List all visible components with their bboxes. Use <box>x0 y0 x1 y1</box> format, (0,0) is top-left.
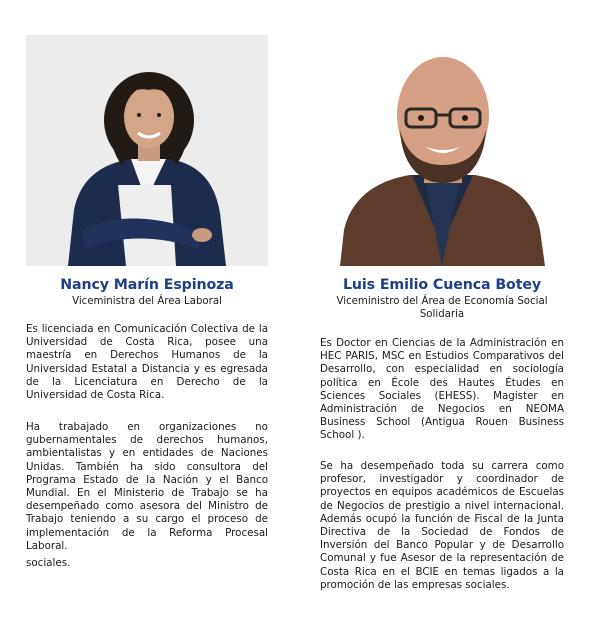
bio-paragraph-luis-1: Es Doctor en Ciencias de la Administración en HEC PARIS, MSC en Estudios Comparativos del Desarrollo, con especialidad en sociología política en École des Hautes Études en Sciences Sociales (EHESS). Magister en Administración de Negocios en NEOMA Business School (Antigua Rouen Business School ). <box>320 337 564 442</box>
bio-paragraph-nancy-1: Es licenciada en Comunicación Colectiva de la Universidad de Costa Rica, posee una maestría en Derechos Humanos de la Universidad Estatal a Distancia y es egresada de la Licenciatura en Derecho de la Universidad de Costa Rica. <box>26 323 268 402</box>
portrait-photo-man-icon <box>340 35 545 266</box>
profile-name-luis: Luis Emilio Cuenca Botey <box>342 277 542 293</box>
profile-photo-nancy <box>26 35 268 266</box>
portrait-photo-woman-icon <box>26 35 268 266</box>
profile-role-nancy: Viceministra del Área Laboral <box>72 296 222 307</box>
profile-role-luis-line1: Viceministro del Área de Economía Social <box>336 296 548 307</box>
bio-paragraph-nancy-3: sociales. <box>26 557 71 569</box>
bio-paragraph-nancy-2: Ha trabajado en organizaciones no gubernamentales de derechos humanos, ambientalistas y en entidades de Naciones Unidas. También ha sido consultora del Programa Estado de la Nación y el Banco Mundial. En el Ministerio de Trabajo se ha desempeñado como asesora del Ministro de Trabajo teniendo a su cargo el proceso de implementación de la Reforma Procesal Laboral. <box>26 421 268 552</box>
profile-photo-luis <box>340 35 545 266</box>
bio-paragraph-luis-2: Se ha desempeñado toda su carrera como profesor, investigador y coordinador de proyectos en equipos académicos de Escuelas de Negocios de prestigio a nivel internacional. Además ocupó la función de Fiscal de la Junta Directiva de la Sociedad de Fondos de Inversión del Banco Popular y de Desarrollo Comunal y fue Asesor de la representación de Costa Rica en el BCIE en temas ligados a la promoción de las empresas sociales. <box>320 460 564 591</box>
profile-name-nancy: Nancy Marín Espinoza <box>60 277 234 293</box>
profile-role-luis-line2: Solidaria <box>419 309 465 320</box>
